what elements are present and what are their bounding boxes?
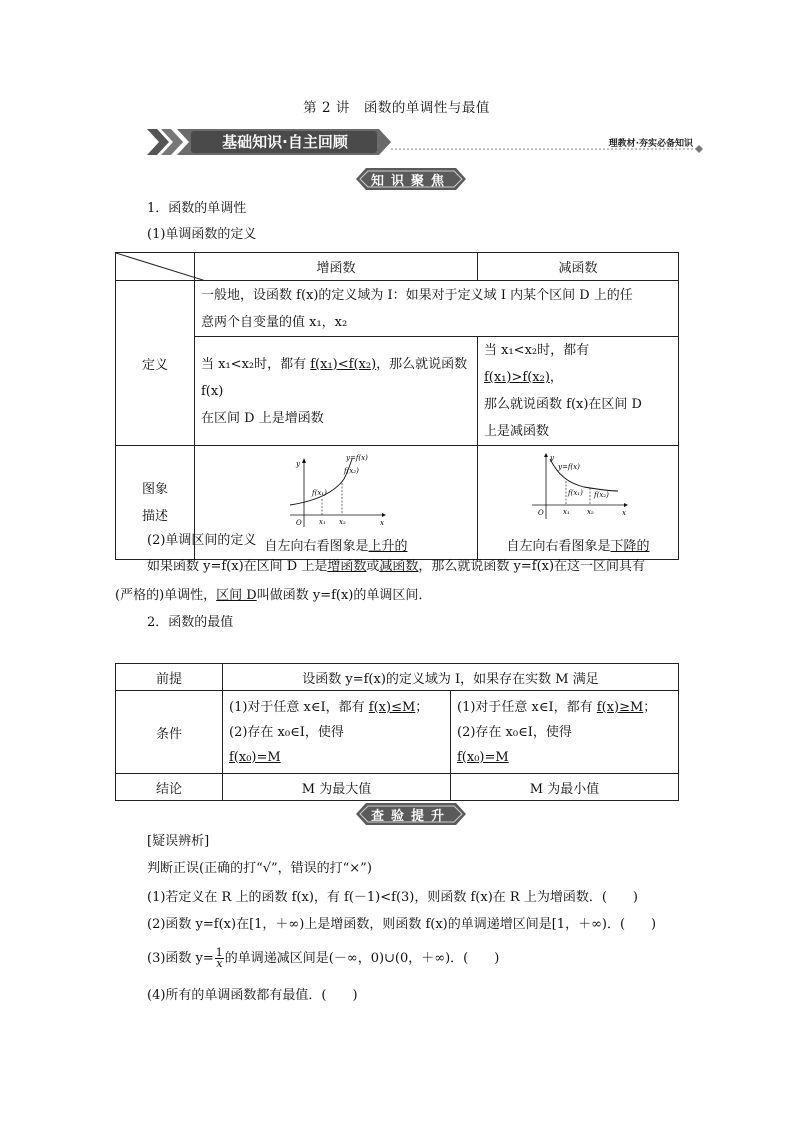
decreasing-condition — [478, 337, 679, 446]
inc-cond-inequality: f(x₁)<f(x₂) — [310, 356, 377, 372]
header-increasing: 增函数 — [195, 253, 478, 281]
y-label: y — [550, 454, 554, 462]
quiz-item-4: (4)所有的单调函数都有最值．( ) — [147, 988, 358, 1003]
para2-b: 叫做函数 y=f(x)的单调区间． — [256, 588, 432, 603]
dec-desc-pre: 自左向右看图象是 — [506, 539, 611, 554]
q3-pre: (3)函数 y= — [147, 951, 214, 966]
quiz-intro: 判断正误(正确的打“√”，错误的打“×”) — [147, 861, 372, 876]
increasing-graph — [286, 453, 386, 531]
x-label: x — [380, 519, 384, 527]
inc-cond-line-2: 在区间 D 上是增函数 — [201, 410, 324, 426]
max-cond-1-pre: (1)对于任意 x∈I，都有 — [229, 699, 369, 715]
fx1-label: f(x₁) — [568, 489, 583, 497]
dec-cond-pre: 当 x₁<x₂时，都有 — [484, 343, 590, 358]
row-label-definition: 定义 — [116, 281, 195, 446]
section-label-text: 知识聚焦 — [370, 174, 451, 189]
page-title: 第 2 讲 函数的单调性与最值 — [303, 100, 490, 116]
decreasing-description — [478, 535, 678, 554]
premise-text: 设函数 y=f(x)的定义域为 I，如果存在实数 M 满足 — [223, 664, 679, 691]
interval-paragraph-line-2 — [115, 586, 431, 606]
header-decreasing: 减函数 — [478, 253, 679, 281]
curve-label: y=f(x) — [346, 454, 368, 462]
graph-label-2: 描述 — [141, 508, 168, 524]
x1-label: x₁ — [563, 508, 570, 516]
x-label: x — [622, 509, 626, 517]
monotonic-function-table — [115, 252, 679, 560]
dec-cond-line-3: 上是减函数 — [484, 424, 550, 439]
quiz-item-1: (1)若定义在 R 上的函数 f(x)，有 f(－1)<f(3)，则函数 f(x)在 R 上为增函数．( ) — [147, 890, 638, 905]
max-cond-1-post: ； — [415, 699, 429, 715]
inc-desc-key: 上升的 — [368, 539, 408, 554]
dec-cond-post: ， — [549, 370, 563, 385]
inc-cond-post: ，那么就说函数 f(x) — [201, 356, 468, 399]
increasing-condition — [195, 337, 478, 446]
origin-label: O — [296, 519, 302, 527]
para1-c: ，那么就说函数 y=f(x)在这一区间具有 — [418, 559, 646, 574]
quiz-item-2: (2)函数 y=f(x)在[1，＋∞)上是增函数，则函数 f(x)的单调递增区间是[1，＋∞)．( ) — [147, 917, 657, 932]
definition-line-2: 意两个自变量的值 x₁，x₂ — [201, 314, 348, 330]
definition-common-text — [195, 281, 679, 337]
section-label-knowledge — [356, 168, 466, 190]
banner-title: 基础知识·自主回顾 — [222, 133, 348, 151]
section-banner — [147, 127, 707, 157]
quiz-item-3 — [147, 948, 499, 969]
fraction-denominator: x — [216, 957, 223, 970]
min-condition — [451, 691, 679, 774]
dec-desc-key: 下降的 — [610, 539, 650, 554]
conclusion-label: 结论 — [116, 774, 223, 801]
diagonal-line — [116, 253, 206, 281]
graph-label-1: 图象 — [141, 481, 168, 497]
banner-subtitle: 理教材·夯实必备知识 — [608, 139, 693, 149]
inc-cond-line-1 — [201, 351, 471, 405]
max-cond-3: f(x₀)=M — [229, 749, 281, 765]
min-cond-2: (2)存在 x₀∈I，使得 — [457, 724, 572, 740]
x1-label: x₁ — [319, 518, 326, 526]
max-conclusion: M 为最大值 — [223, 774, 451, 801]
q3-post: 的单调递减区间是(－∞，0)∪(0，＋∞)．( ) — [224, 951, 500, 966]
dec-cond-inequality: f(x₁)>f(x₂) — [484, 370, 550, 385]
min-conclusion: M 为最小值 — [451, 774, 679, 801]
heading-monotonicity: 1．函数的单调性 — [147, 201, 247, 216]
section-label-text: 查验提升 — [370, 809, 451, 824]
subheading-monotone-def: (1)单调函数的定义 — [147, 227, 257, 242]
fx2-label: f(x₂) — [344, 467, 359, 475]
y-label: y — [296, 460, 300, 468]
para1-b: 或 — [366, 559, 380, 574]
max-cond-2: (2)存在 x₀∈I，使得 — [229, 724, 344, 740]
fx1-label: f(x₁) — [312, 489, 327, 497]
interval-paragraph-line-1 — [147, 557, 645, 577]
min-cond-1-ineq: f(x)≥M — [596, 699, 644, 715]
max-condition — [223, 691, 451, 774]
heading-extrema: 2．函数的最值 — [147, 615, 234, 630]
min-cond-1-post: ； — [643, 699, 657, 715]
curve-label: y=f(x) — [558, 463, 580, 471]
decreasing-graph-cell — [478, 446, 679, 560]
para1-decreasing: 减函数 — [379, 559, 419, 574]
condition-label: 条件 — [116, 691, 223, 774]
dec-cond-line-1 — [484, 337, 672, 391]
para2-interval: 区间 D — [216, 588, 257, 603]
max-cond-1 — [229, 695, 444, 720]
fx2-label: f(x₂) — [594, 491, 609, 499]
premise-label: 前提 — [116, 664, 223, 691]
dec-cond-line-2: 那么就说函数 f(x)在区间 D — [484, 397, 642, 412]
max-cond-1-ineq: f(x)≤M — [368, 699, 416, 715]
x2-label: x₂ — [587, 508, 594, 516]
extrema-table — [115, 663, 679, 801]
para1-increasing: 增函数 — [327, 559, 367, 574]
min-cond-1 — [457, 695, 672, 720]
inc-cond-pre: 当 x₁<x₂时，都有 — [201, 356, 311, 372]
origin-label: O — [538, 509, 544, 517]
para2-a: (严格的)单调性， — [115, 588, 217, 603]
decreasing-graph — [528, 453, 628, 531]
x2-label: x₂ — [339, 518, 346, 526]
subheading-interval-def: (2)单调区间的定义 — [147, 533, 257, 548]
min-cond-1-pre: (1)对于任意 x∈I，都有 — [457, 699, 597, 715]
para1-a: 如果函数 y=f(x)在区间 D 上是 — [147, 559, 328, 574]
min-cond-3: f(x₀)=M — [457, 749, 509, 765]
section-label-review — [356, 803, 466, 825]
inc-desc-pre: 自左向右看图象是 — [264, 539, 369, 554]
fraction-numerator: 1 — [215, 946, 223, 959]
quiz-tag: [疑误辨析] — [147, 834, 210, 849]
table-diagonal-cell — [116, 253, 195, 281]
fraction-1-over-x — [215, 948, 224, 969]
definition-line-1: 一般地，设函数 f(x)的定义域为 I：如果对于定义域 I 内某个区间 D 上的任 — [201, 287, 633, 303]
